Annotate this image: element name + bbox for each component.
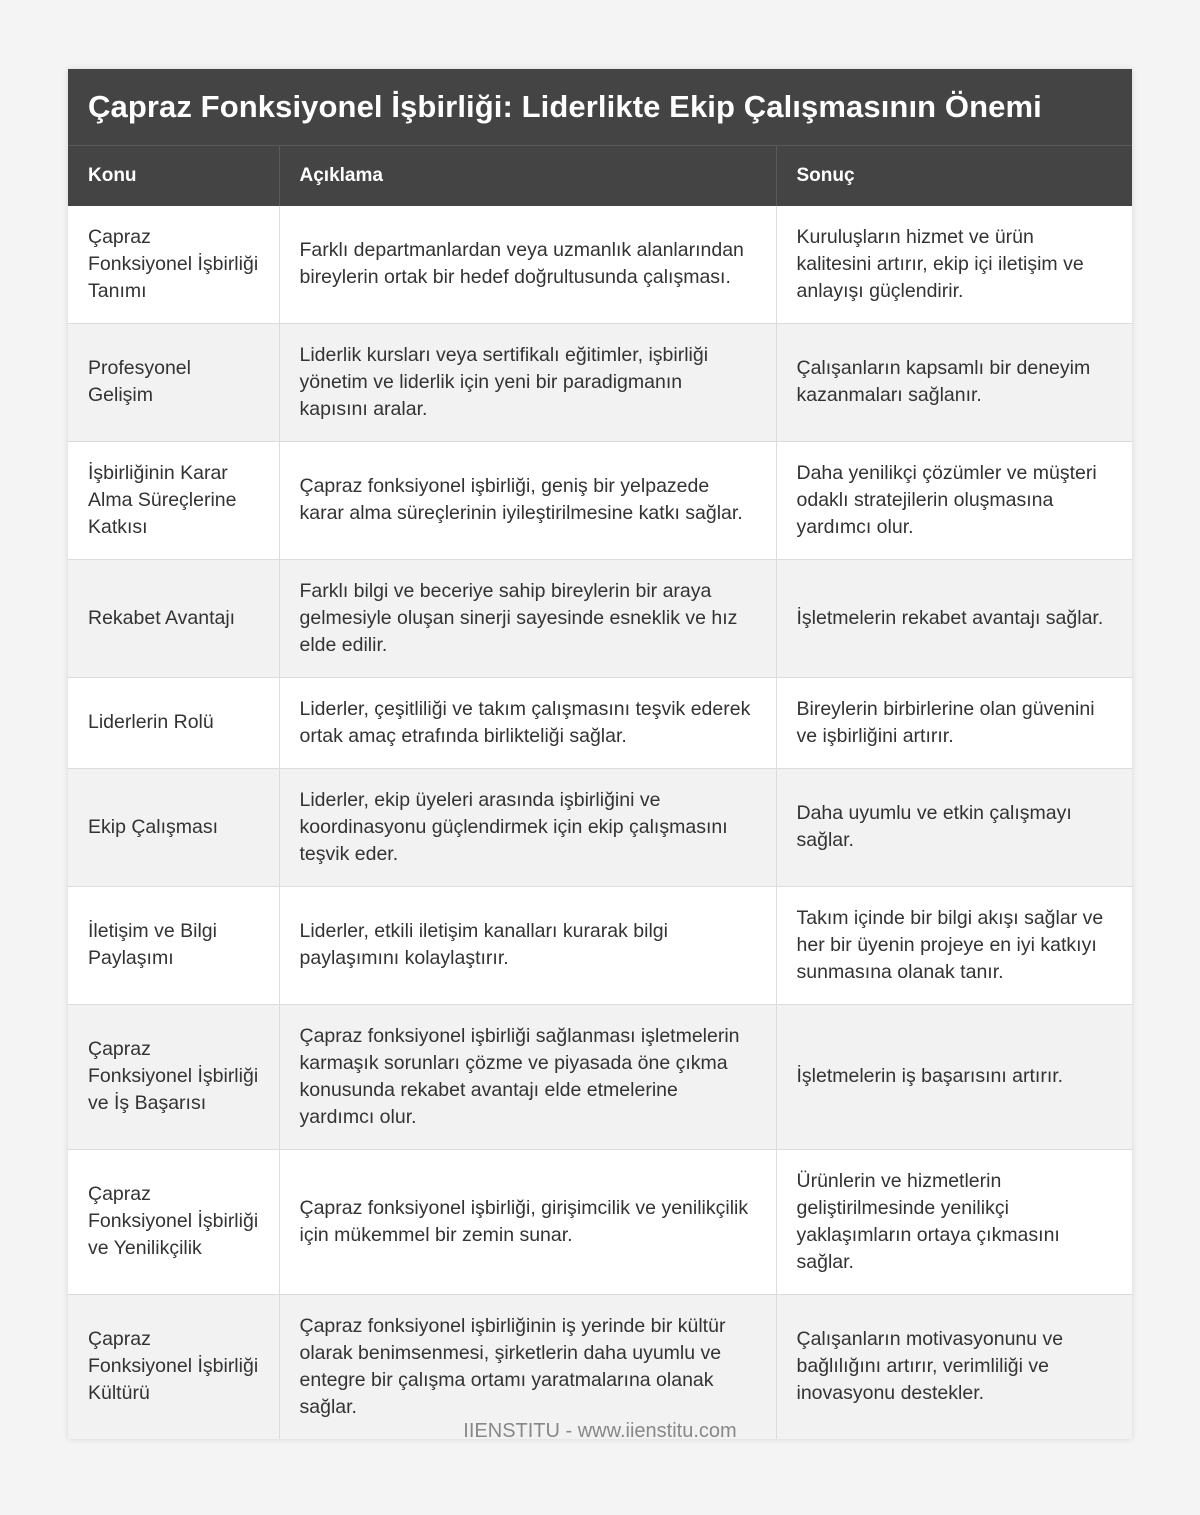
cell-topic: Ekip Çalışması (68, 768, 279, 886)
cell-result: Takım içinde bir bilgi akışı sağlar ve her bir üyenin projeye en iyi katkıyı sunmasına olanak tanır. (776, 886, 1132, 1004)
column-header-result: Sonuç (776, 146, 1132, 206)
cell-description: Farklı bilgi ve beceriye sahip bireylerin bir araya gelmesiyle oluşan sinerji sayesinde esneklik ve hız elde edilir. (279, 559, 776, 677)
cell-description: Çapraz fonksiyonel işbirliğinin iş yerinde bir kültür olarak benimsenmesi, şirketlerin daha uyumlu ve entegre bir çalışma ortamı yaratmalarına olanak sağlar. (279, 1294, 776, 1439)
cell-topic: Çapraz Fonksiyonel İşbirliği Tanımı (68, 206, 279, 324)
cell-result: Bireylerin birbirlerine olan güvenini ve işbirliğini artırır. (776, 677, 1132, 768)
table-row (68, 441, 1132, 559)
cell-result: İşletmelerin rekabet avantajı sağlar. (776, 559, 1132, 677)
content-card (68, 69, 1132, 1439)
cell-result: Daha yenilikçi çözümler ve müşteri odaklı stratejilerin oluşmasına yardımcı olur. (776, 441, 1132, 559)
cell-description: Farklı departmanlardan veya uzmanlık alanlarından bireylerin ortak bir hedef doğrultusunda çalışması. (279, 206, 776, 324)
cell-topic: Çapraz Fonksiyonel İşbirliği ve Yenilikçilik (68, 1149, 279, 1294)
cell-description: Liderler, etkili iletişim kanalları kurarak bilgi paylaşımını kolaylaştırır. (279, 886, 776, 1004)
cell-description: Liderler, ekip üyeleri arasında işbirliğini ve koordinasyonu güçlendirmek için ekip çalışmasını teşvik eder. (279, 768, 776, 886)
cell-topic: Çapraz Fonksiyonel İşbirliği ve İş Başarısı (68, 1004, 279, 1149)
cell-result: Çalışanların motivasyonunu ve bağlılığını artırır, verimliliği ve inovasyonu destekler. (776, 1294, 1132, 1439)
cell-description: Çapraz fonksiyonel işbirliği, geniş bir yelpazede karar alma süreçlerinin iyileştirilmesine katkı sağlar. (279, 441, 776, 559)
table-row (68, 1004, 1132, 1149)
table-row (68, 206, 1132, 324)
cell-description: Çapraz fonksiyonel işbirliği sağlanması işletmelerin karmaşık sorunları çözme ve piyasada öne çıkma konusunda rekabet avantajı elde etmelerine yardımcı olur. (279, 1004, 776, 1149)
table-header-row (68, 146, 1132, 206)
cell-description: Liderlik kursları veya sertifikalı eğitimler, işbirliği yönetim ve liderlik için yeni bir paradigmanın kapısını aralar. (279, 323, 776, 441)
footer-credit: IIENSTITU - www.iienstitu.com (463, 1420, 737, 1442)
column-header-topic: Konu (68, 146, 279, 206)
cell-topic: Liderlerin Rolü (68, 677, 279, 768)
cell-topic: İşbirliğinin Karar Alma Süreçlerine Katkısı (68, 441, 279, 559)
cell-result: Çalışanların kapsamlı bir deneyim kazanmaları sağlanır. (776, 323, 1132, 441)
cell-result: Ürünlerin ve hizmetlerin geliştirilmesinde yenilikçi yaklaşımların ortaya çıkmasını sağlar. (776, 1149, 1132, 1294)
cell-result: İşletmelerin iş başarısını artırır. (776, 1004, 1132, 1149)
cell-topic: Profesyonel Gelişim (68, 323, 279, 441)
cell-topic: Rekabet Avantajı (68, 559, 279, 677)
cell-topic: Çapraz Fonksiyonel İşbirliği Kültürü (68, 1294, 279, 1439)
column-header-description: Açıklama (279, 146, 776, 206)
table-row (68, 559, 1132, 677)
table-row (68, 886, 1132, 1004)
cell-topic: İletişim ve Bilgi Paylaşımı (68, 886, 279, 1004)
cell-description: Liderler, çeşitliliği ve takım çalışmasını teşvik ederek ortak amaç etrafında birlikteliği sağlar. (279, 677, 776, 768)
table-row (68, 1149, 1132, 1294)
table-row (68, 768, 1132, 886)
table-row (68, 677, 1132, 768)
cell-result: Kuruluşların hizmet ve ürün kalitesini artırır, ekip içi iletişim ve anlayışı güçlendirir. (776, 206, 1132, 324)
table-row (68, 323, 1132, 441)
table-row (68, 1294, 1132, 1439)
cell-result: Daha uyumlu ve etkin çalışmayı sağlar. (776, 768, 1132, 886)
page-title: Çapraz Fonksiyonel İşbirliği: Liderlikte Ekip Çalışmasının Önemi (88, 89, 1042, 124)
data-table (68, 145, 1132, 1439)
title-bar (68, 69, 1132, 145)
cell-description: Çapraz fonksiyonel işbirliği, girişimcilik ve yenilikçilik için mükemmel bir zemin sunar. (279, 1149, 776, 1294)
